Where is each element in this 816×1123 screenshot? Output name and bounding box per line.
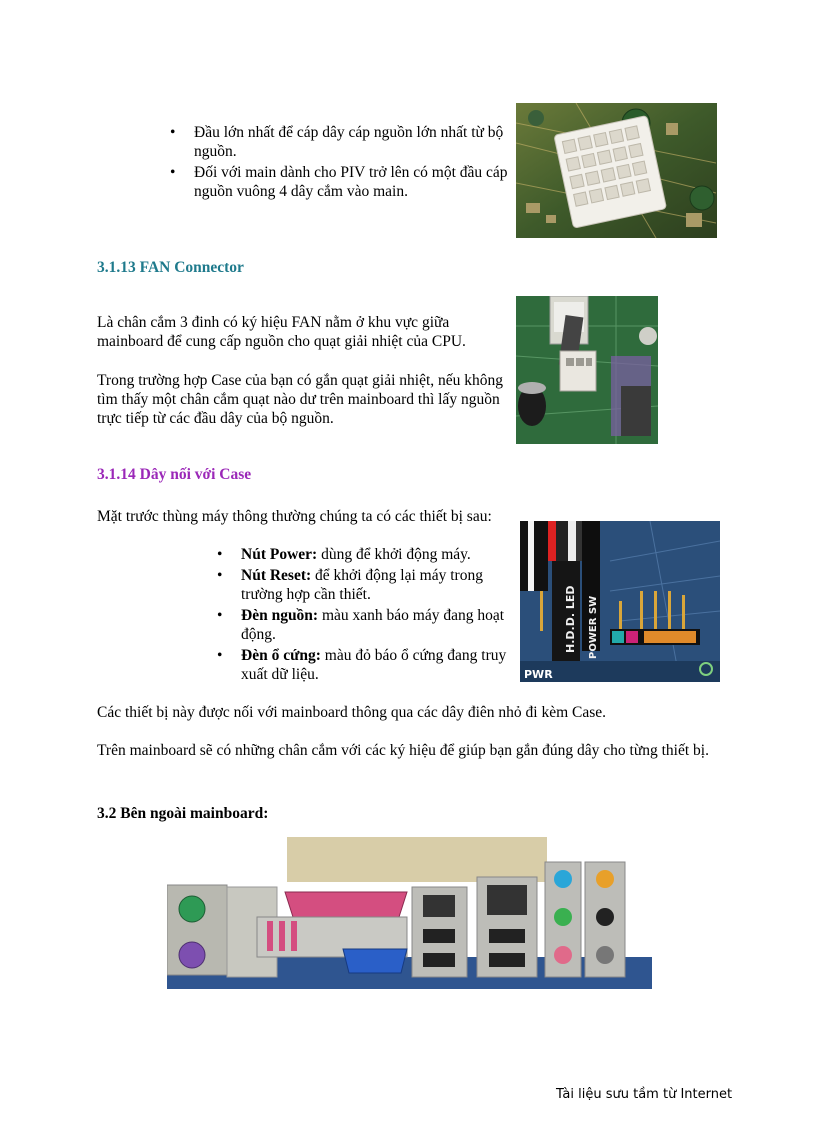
front-panel-header-photo [520,521,720,682]
list-item: • Nút Reset: để khởi động lại máy trong trường hợp cần thiết. [213,566,518,604]
case-header-text: Trên mainboard sẽ có những chân cắm với các ký hiệu để giúp bạn gắn đúng dây cho từng thiết bị. [97,742,709,759]
case-devices-list [213,545,518,686]
outside-mainboard-heading: 3.2 Bên ngoài mainboard: [97,805,269,822]
list-item: • Đèn nguồn: màu xanh báo máy đang hoạt động. [213,606,518,644]
fan-connector-heading: 3.1.13 FAN Connector [97,259,244,276]
photo-label-pwr: PWR [524,668,553,681]
fan-connector-photo [516,296,658,444]
footer-source: Tài liệu sưu tầm từ Internet [556,1087,733,1102]
fan-paragraph-1: Là chân cắm 3 đinh có ký hiệu FAN nằm ở khu vực giữa mainboard để cung cấp nguồn cho quạt giải nhiệt của CPU. [97,314,466,350]
bullet-item: • Đầu lớn nhất để cáp dây cáp nguồn lớn nhất từ bộ nguồn. [166,123,516,161]
list-item: • Nút Power: dùng để khởi động máy. [213,545,518,564]
case-intro: Mặt trước thùng máy thông thường chúng ta có các thiết bị sau: [97,508,492,525]
case-wiring-heading: 3.1.14 Dây nối với Case [97,466,252,483]
fan-paragraph-2: Trong trường hợp Case của bạn có gắn quạt giải nhiệt, nếu không tìm thấy một chân cắm quạt nào dư trên mainboard thì lấy nguồn trực tiếp từ các đầu dây của bộ nguồn. [97,372,504,427]
bullet-item: • Đối với main dành cho PIV trở lên có một đầu cáp nguồn vuông 4 dây cắm vào main. [166,163,516,201]
power-cable-bullets [166,123,516,203]
case-connection-text: Các thiết bị này được nối với mainboard thông qua các dây điên nhỏ đi kèm Case. [97,704,607,721]
atx-power-connector-photo [516,103,717,238]
list-item: • Đèn ổ cứng: màu đỏ báo ổ cứng đang truy xuất dữ liệu. [213,646,518,684]
photo-label-hdd-led: H.D.D. LED [564,585,577,653]
fan-alternative-text [97,371,515,428]
photo-label-power-sw: POWER SW [588,595,599,659]
rear-io-panel-photo [167,837,652,989]
fan-description [97,313,510,351]
